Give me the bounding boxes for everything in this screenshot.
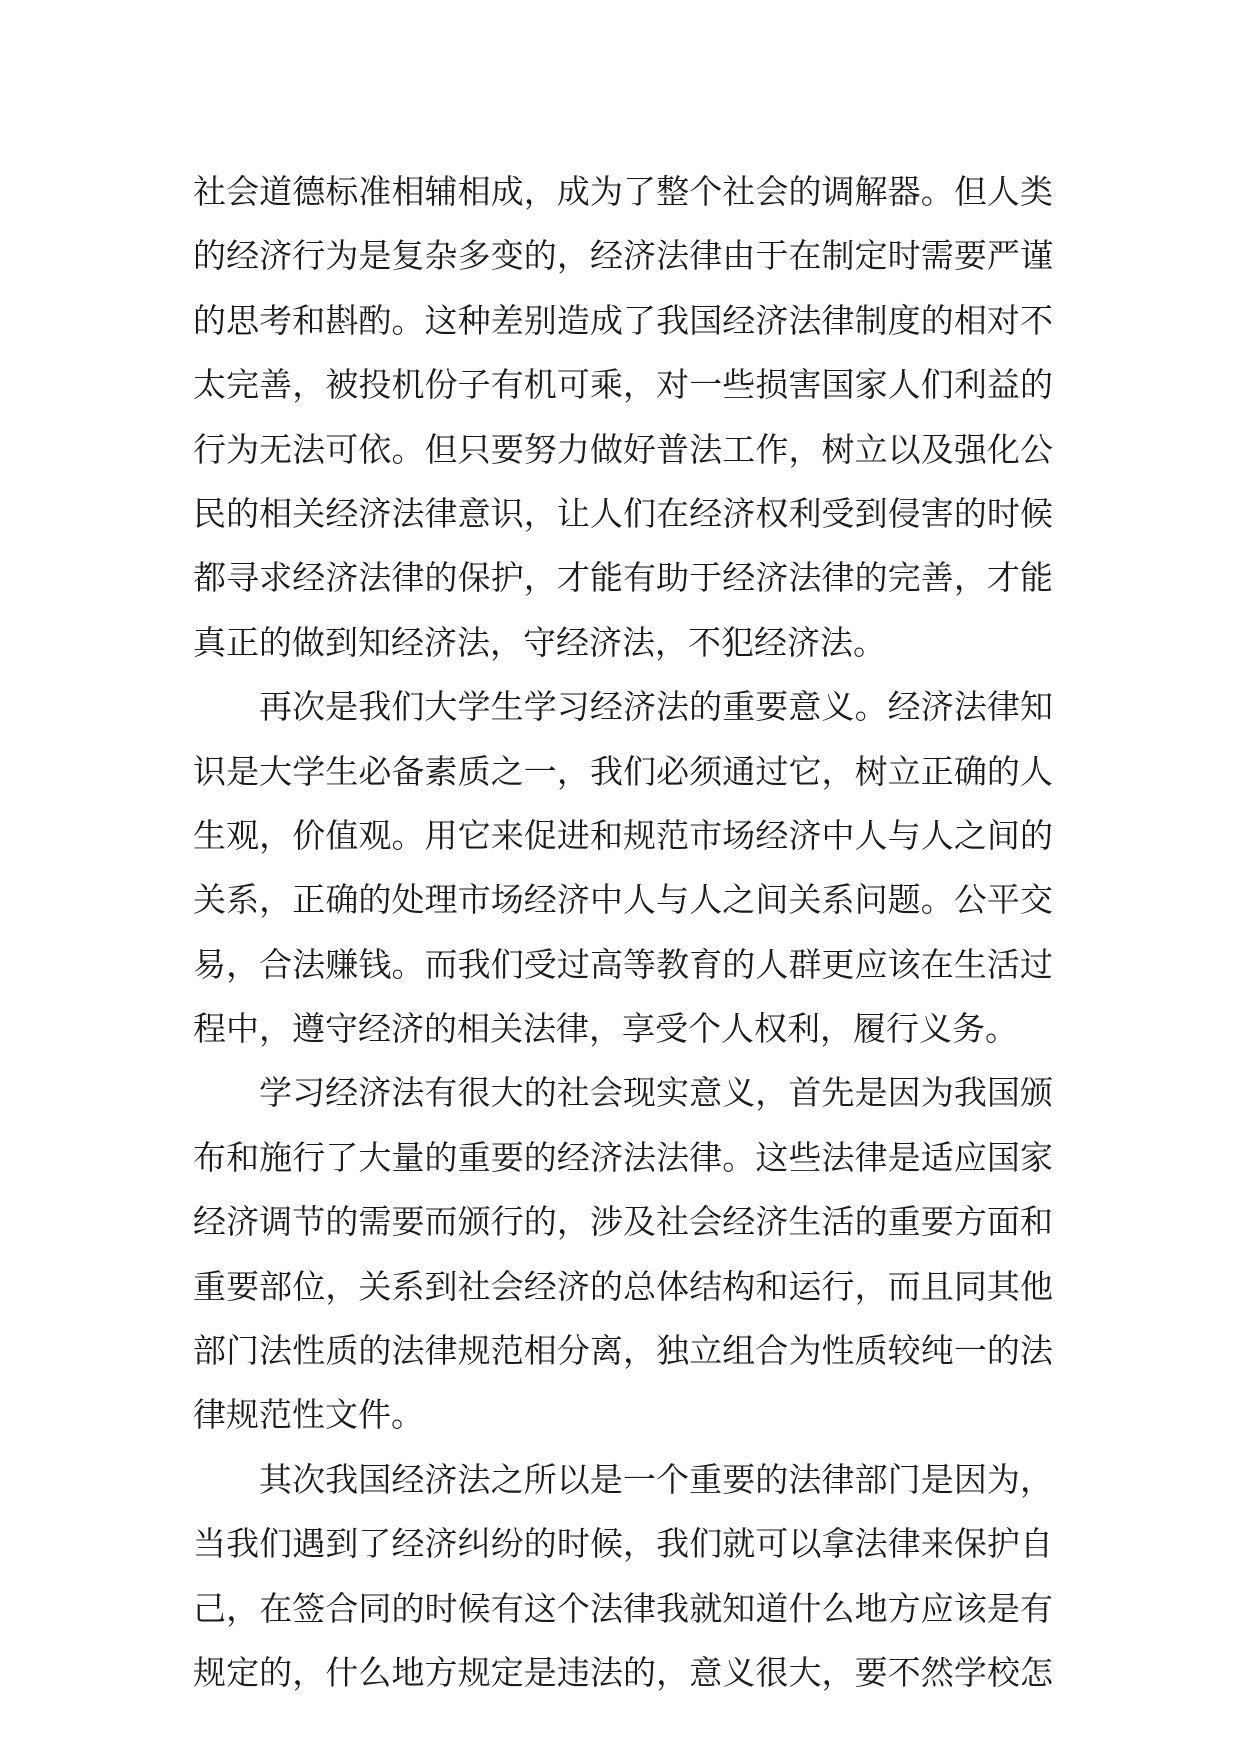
- text-line: 社会道德标准相辅相成，成为了整个社会的调解器。但人类: [193, 172, 1053, 211]
- text-line: 都寻求经济法律的保护，才能有助于经济法律的完善，才能: [193, 558, 1053, 598]
- text-line: 当我们遇到了经济纠纷的时候，我们就可以拿法律来保护自: [193, 1524, 1053, 1564]
- text-line: 民的相关经济法律意识，让人们在经济权利受到侵害的时候: [193, 493, 1053, 533]
- text-line: 学习经济法有很大的社会现实意义，首先是因为我国颁: [259, 1073, 1053, 1113]
- text-line: 关系，正确的处理市场经济中人与人之间关系问题。公平交: [193, 880, 1053, 920]
- text-line: 生观，价值观。用它来促进和规范市场经济中人与人之间的: [193, 815, 1053, 855]
- text-line: 易，合法赚钱。而我们受过高等教育的人群更应该在生活过: [193, 944, 1053, 984]
- text-line: 经济调节的需要而颁行的，涉及社会经济生活的重要方面和: [193, 1202, 1053, 1242]
- paragraph: [193, 1061, 1053, 1447]
- paragraph: [193, 1448, 1053, 1706]
- text-line: 真正的做到知经济法，守经济法，不犯经济法。: [193, 622, 886, 662]
- paragraph: [193, 160, 1053, 675]
- text-line: 行为无法可依。但只要努力做好普法工作，树立以及强化公: [193, 429, 1053, 469]
- text-line: 识是大学生必备素质之一，我们必须通过它，树立正确的人: [193, 751, 1053, 791]
- text-line: 己，在签合同的时候有这个法律我就知道什么地方应该是有: [193, 1588, 1053, 1628]
- text-line: 部门法性质的法律规范相分离，独立组合为性质较纯一的法: [193, 1331, 1053, 1371]
- text-line: 太完善，被投机份子有机可乘，对一些损害国家人们利益的: [193, 365, 1053, 405]
- text-line: 的经济行为是复杂多变的，经济法律由于在制定时需要严谨: [193, 236, 1053, 276]
- text-line: 重要部位，关系到社会经济的总体结构和运行，而且同其他: [193, 1266, 1053, 1306]
- text-line: 的思考和斟酌。这种差别造成了我国经济法律制度的相对不: [193, 300, 1053, 340]
- text-line: 布和施行了大量的重要的经济法法律。这些法律是适应国家: [193, 1137, 1053, 1177]
- text-line: 律规范性文件。: [193, 1395, 424, 1435]
- text-line: 规定的，什么地方规定是违法的，意义很大，要不然学校怎: [193, 1652, 1053, 1692]
- text-line: 程中，遵守经济的相关法律，享受个人权利，履行义务。: [193, 1009, 1018, 1049]
- paragraph: [193, 675, 1053, 1061]
- body-text: [193, 160, 1053, 1705]
- text-line: 再次是我们大学生学习经济法的重要意义。经济法律知: [259, 687, 1053, 727]
- text-line: 其次我国经济法之所以是一个重要的法律部门是因为，: [259, 1459, 1053, 1499]
